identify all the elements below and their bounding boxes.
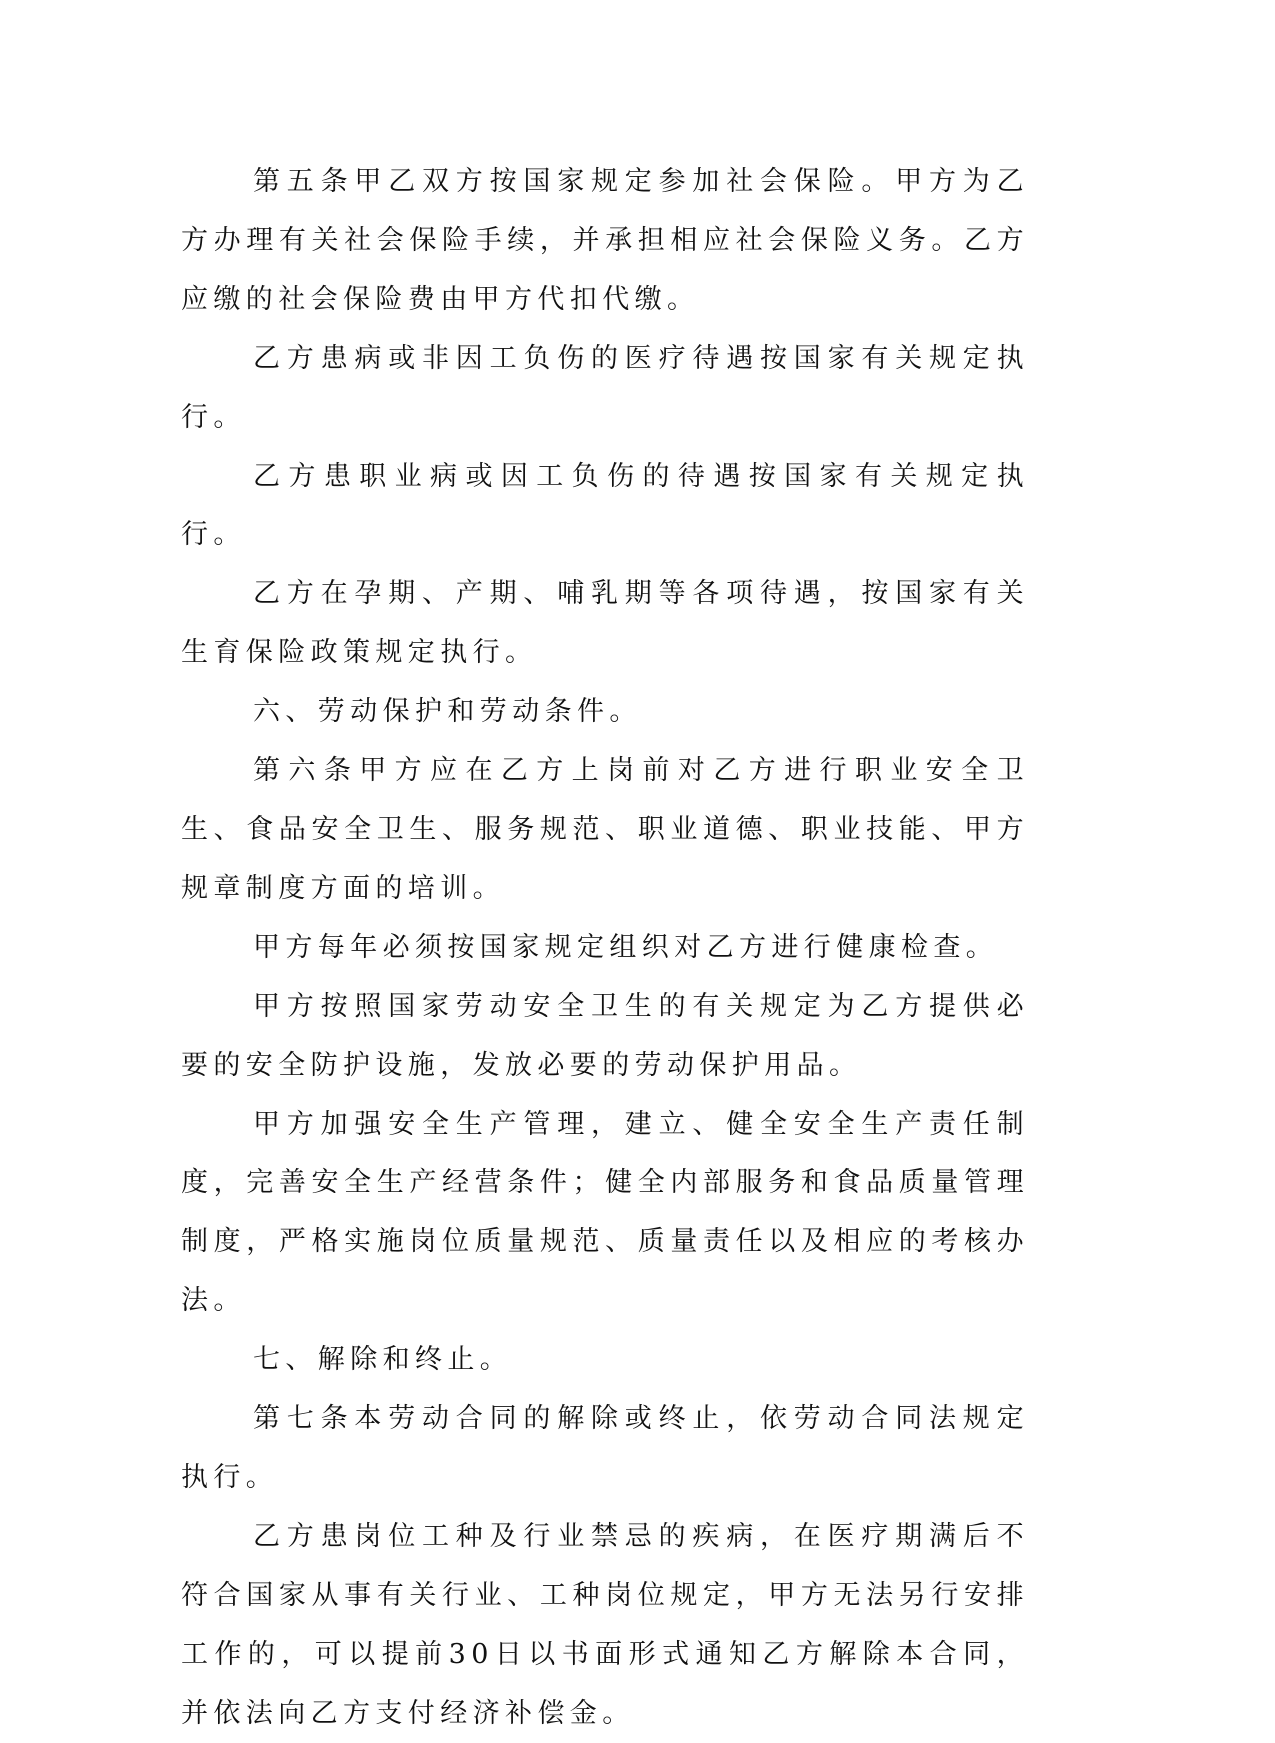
paragraph-maternity: 乙方在孕期、产期、哺乳期等各项待遇，按国家有关生育保险政策规定执行。 (181, 578, 1029, 669)
section-heading-7: 七、解除和终止。 (253, 1344, 513, 1376)
paragraph-article-7: 第七条本劳动合同的解除或终止，依劳动合同法规定执行。 (181, 1403, 1029, 1493)
document-body (181, 153, 1029, 1743)
section-heading-6: 六、劳动保护和劳动条件。 (253, 696, 642, 728)
paragraph-safety-management: 甲方加强安全生产管理，建立、健全安全生产责任制度，完善安全生产经营条件；健全内部服务和食品质量管理制度，严格实施岗位质量规范、质量责任以及相应的考核办法。 (181, 1108, 1029, 1317)
paragraph-protection-facilities: 甲方按照国家劳动安全卫生的有关规定为乙方提供必要的安全防护设施，发放必要的劳动保护用品。 (181, 990, 1029, 1081)
paragraph-illness-treatment: 乙方患病或非因工负伤的医疗待遇按国家有关规定执行。 (181, 342, 1029, 433)
paragraph-article-5: 第五条甲乙双方按国家规定参加社会保险。甲方为乙方办理有关社会保险手续，并承担相应社会保险义务。乙方应缴的社会保险费由甲方代扣代缴。 (181, 166, 1029, 315)
paragraph-article-6: 第六条甲方应在乙方上岗前对乙方进行职业安全卫生、食品安全卫生、服务规范、职业道德、职业技能、甲方规章制度方面的培训。 (181, 755, 1029, 904)
paragraph-health-check: 甲方每年必须按国家规定组织对乙方进行健康检查。 (253, 931, 999, 963)
paragraph-occupational-disease: 乙方患职业病或因工负伤的待遇按国家有关规定执行。 (181, 460, 1029, 551)
paragraph-termination-illness: 乙方患岗位工种及行业禁忌的疾病，在医疗期满后不符合国家从事有关行业、工种岗位规定，甲方无法另行安排工作的，可以提前30日以书面形式通知乙方解除本合同，并依法向乙方支付经济补偿金。 (181, 1520, 1029, 1729)
